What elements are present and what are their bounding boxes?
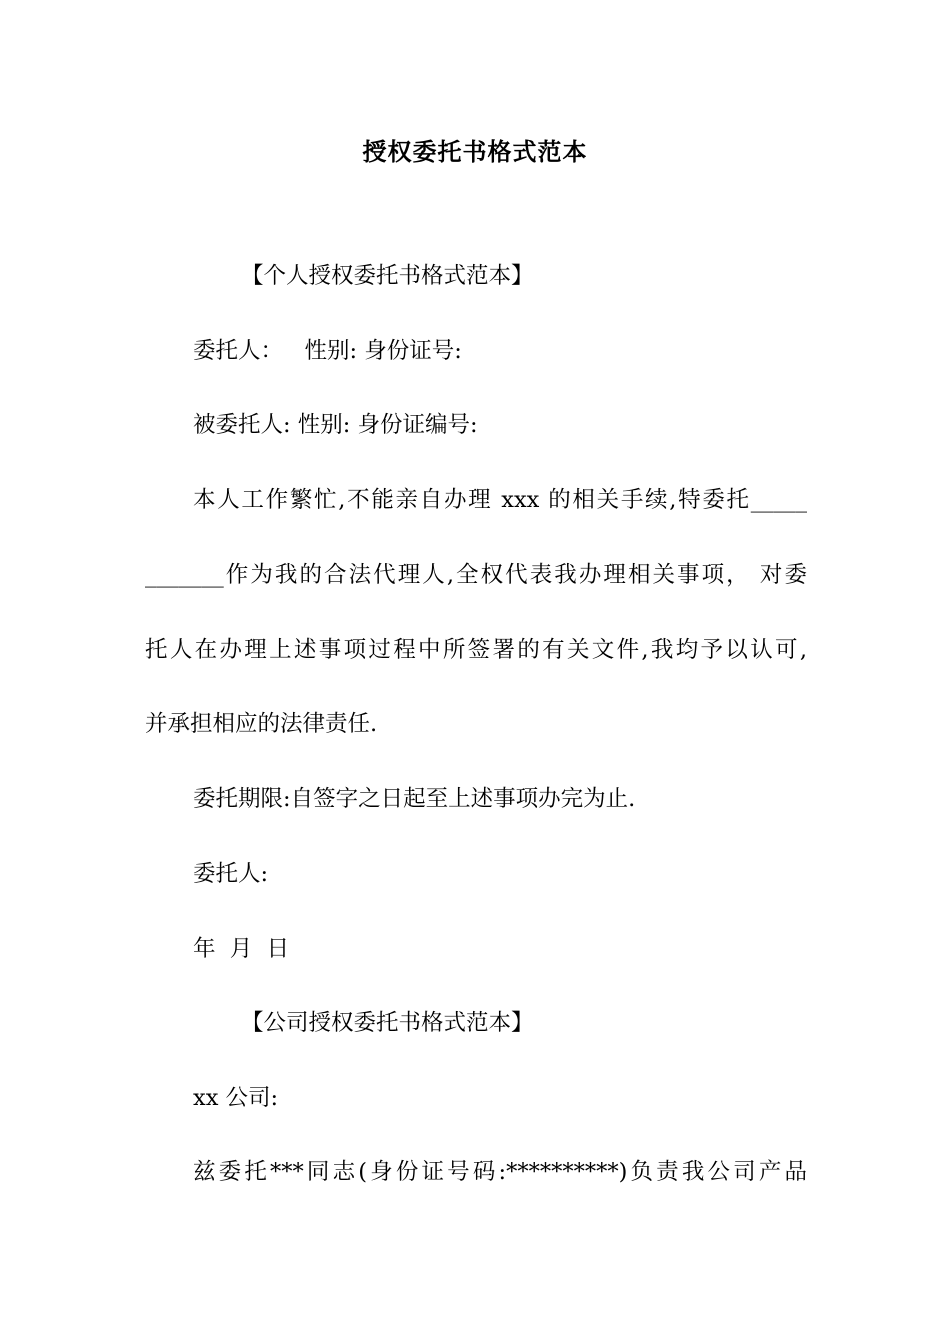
signature-line: 委托人: [193, 861, 269, 887]
document-title: 授权委托书格式范本 [362, 137, 588, 166]
company-section-heading: 【公司授权委托书格式范本】 [241, 1010, 534, 1036]
company-body-line-1: 兹委托***同志(身份证号码:**********)负责我公司产品 [193, 1159, 807, 1185]
principal-line: 委托人： 性别: 身份证号: [193, 338, 462, 364]
personal-body-line-4: 并承担相应的法律责任. [145, 711, 378, 737]
date-line: 年 月 日 [193, 936, 290, 962]
personal-section-heading: 【个人授权委托书格式范本】 [241, 263, 534, 289]
agent-line: 被委托人: 性别: 身份证编号: [193, 412, 478, 438]
company-addressee: xx 公司: [193, 1085, 279, 1111]
personal-body-line-3: 托人在办理上述事项过程中所签署的有关文件,我均予以认可, [145, 637, 807, 663]
personal-body-line-2: _______作为我的合法代理人,全权代表我办理相关事项， 对委 [145, 562, 807, 588]
term-line: 委托期限:自签字之日起至上述事项办完为止. [193, 786, 636, 812]
personal-body-line-1: 本人工作繁忙,不能亲自办理 xxx 的相关手续,特委托_____ [193, 487, 807, 513]
